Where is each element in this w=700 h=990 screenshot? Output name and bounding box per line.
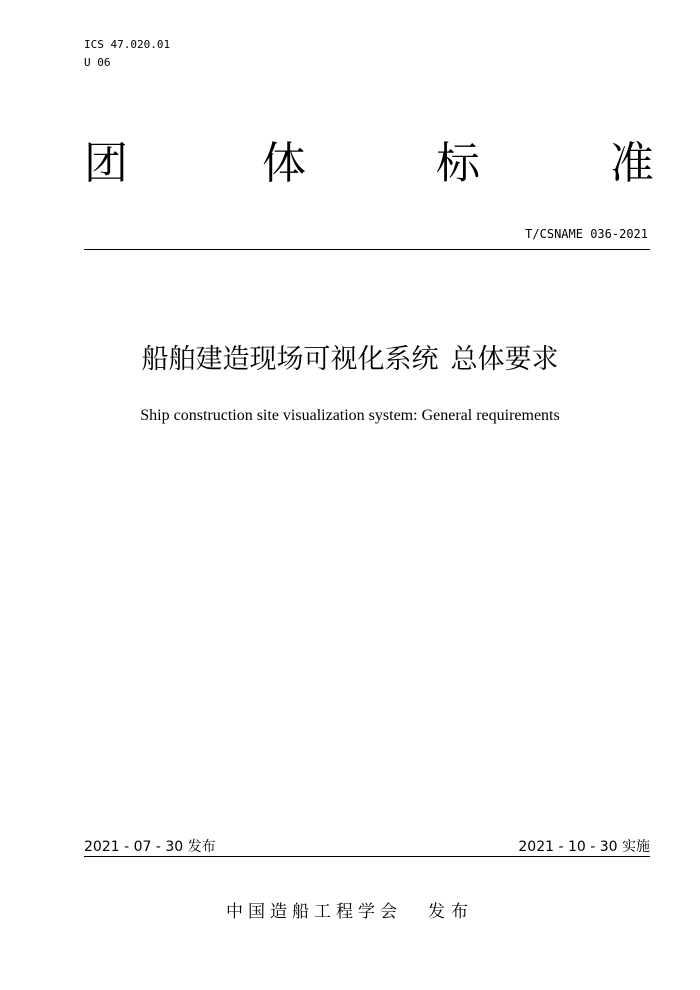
classification-codes	[84, 36, 170, 72]
standard-type-heading	[84, 136, 654, 192]
standard-type-char-1: 团	[84, 138, 128, 189]
ccs-code: U 06	[84, 56, 111, 69]
header-divider	[84, 249, 650, 250]
standard-type-char-4: 准	[610, 138, 654, 189]
standard-type-char-3: 标	[436, 138, 480, 189]
footer-divider	[84, 856, 650, 857]
publish-date: 2021 - 07 - 30 发布	[84, 839, 216, 855]
chinese-title-main: 船舶建造现场可视化系统	[141, 344, 439, 375]
standard-number: T/CSNAME 036-2021	[525, 227, 648, 241]
english-title: Ship construction site visualization system: General requirements	[140, 407, 560, 424]
ics-code: ICS 47.020.01	[84, 38, 171, 51]
chinese-title	[0, 342, 700, 378]
chinese-title-sub: 总体要求	[450, 344, 559, 375]
issuer-action: 发布	[428, 902, 474, 922]
issuer-organization: 中国造船工程学会	[226, 902, 402, 922]
issuer-line	[0, 900, 700, 924]
implement-date: 2021 - 10 - 30 实施	[518, 839, 650, 855]
standard-type-char-2: 体	[262, 138, 306, 189]
